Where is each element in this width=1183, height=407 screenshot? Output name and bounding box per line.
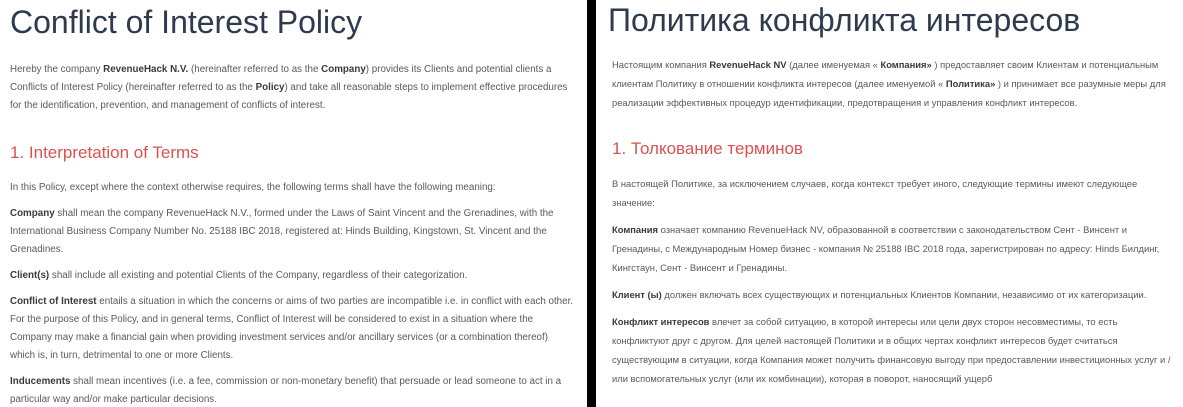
intro-text: ) provides its Clients and potential clients a Conflicts of Interest Policy (hereinafter referred to as the	[10, 64, 552, 93]
intro-text: ) и принимает все разумные меры для реализации эффективных процедур идентификации, предотвращения и управления конфликт интересов.	[612, 78, 1166, 108]
russian-policy-panel	[596, 0, 1183, 407]
intro-paragraph	[10, 61, 575, 115]
term-text: shall include all existing and potential Clients of the Company, regardless of their categorization.	[49, 270, 468, 281]
term-text: влечет за собой ситуацию, в которой интересы или цели двух сторон несовместимы, то есть конфликтуют друг с другом. Для целей настоящей Политики и в общих чертах конфликт интересов будет считаться существующим в ситуации, когда Компания может получить финансовую выгоду при предоставлении инвестиционных услуг и / или вспомогательных услуг (или их комбинации), которая в поворот, наносящий ущерб	[612, 316, 1171, 384]
section-heading: 1. Interpretation of Terms	[10, 143, 199, 162]
company-term: Company	[321, 64, 366, 75]
term-name: Компания	[612, 224, 659, 235]
intro-text: (hereinafter referred to as the	[188, 64, 322, 75]
terms-lead: In this Policy, except where the context otherwise requires, the following terms shall have the following meaning:	[10, 182, 496, 193]
term-text: должен включать всех существующих и потенциальных Клиентов Компании, независимо от их категоризации.	[661, 289, 1147, 300]
term-definition	[612, 285, 1173, 304]
company-term: Компания»	[880, 59, 932, 70]
term-name: Клиент (ы)	[612, 289, 662, 300]
term-definition	[612, 312, 1173, 388]
term-name: Конфликт интересов	[612, 316, 710, 327]
policy-term: Политика»	[945, 78, 996, 89]
terms-lead: В настоящей Политике, за исключением случаев, когда контекст требует иного, следующие термины имеют следующее значение:	[612, 178, 1138, 208]
panel-divider	[587, 0, 596, 407]
term-definition	[10, 293, 575, 365]
term-name: Inducements	[10, 376, 71, 387]
page-title: Conflict of Interest Policy	[10, 4, 363, 40]
intro-text: Настоящим компания	[612, 59, 710, 70]
term-text: shall mean incentives (i.e. a fee, commission or non-monetary benefit) that persuade or lead someone to act in a particular way and/or make particular decisions.	[10, 376, 562, 405]
section-heading: 1. Толкование терминов	[612, 139, 803, 158]
intro-text: ) предоставляет своим Клиентам и потенциальным клиентам Политику в отношении конфликта интересов (далее именуемой «	[612, 59, 1159, 89]
term-name: Conflict of Interest	[10, 296, 97, 307]
company-name: RevenueHack NV	[709, 59, 787, 70]
intro-text: ) and take all reasonable steps to implement effective procedures for the identification, prevention, and management of conflicts of interest.	[10, 82, 568, 111]
term-definition	[10, 267, 575, 285]
policy-term: Policy	[255, 82, 285, 93]
term-definition	[612, 220, 1173, 277]
term-name: Company	[10, 208, 55, 219]
term-definition	[10, 205, 575, 259]
page-title: Политика конфликта интересов	[608, 2, 1081, 38]
english-policy-panel	[0, 0, 587, 407]
term-text: означает компанию RevenueHack NV, образованной в соответствии с законодательством Сент - Винсент и Гренадины, с Международным Номер бизнес - компания № 25188 IBC 2018 года, зарегистрирован по адресу: Hinds Билдинг, Кингстаун, Сент - Винсент и Гренадины.	[612, 224, 1160, 273]
intro-text: Hereby the company	[10, 64, 104, 75]
company-name: RevenueHack N.V.	[103, 64, 189, 75]
term-name: Client(s)	[10, 270, 50, 281]
intro-text: (далее именуемая «	[786, 59, 881, 70]
term-text: shall mean the company RevenueHack N.V., formed under the Laws of Saint Vincent and the Grenadines, with the International Business Company Number No. 25188 IBC 2018, registered at: Hinds Building, Kingstown, St. Vincent and the Grenadines.	[10, 208, 554, 255]
intro-paragraph	[612, 55, 1173, 112]
term-text: entails a situation in which the concerns or aims of two parties are incompatible i.e. in conflict with each other. For the purpose of this Policy, and in general terms, Conflict of Interest will be considered to exist in a situation where the Company may make a financial gain when providing investment services and/or ancillary services (or a combination thereof) which is, in turn, detrimental to one or more Clients.	[10, 296, 574, 361]
term-definition	[10, 373, 575, 407]
